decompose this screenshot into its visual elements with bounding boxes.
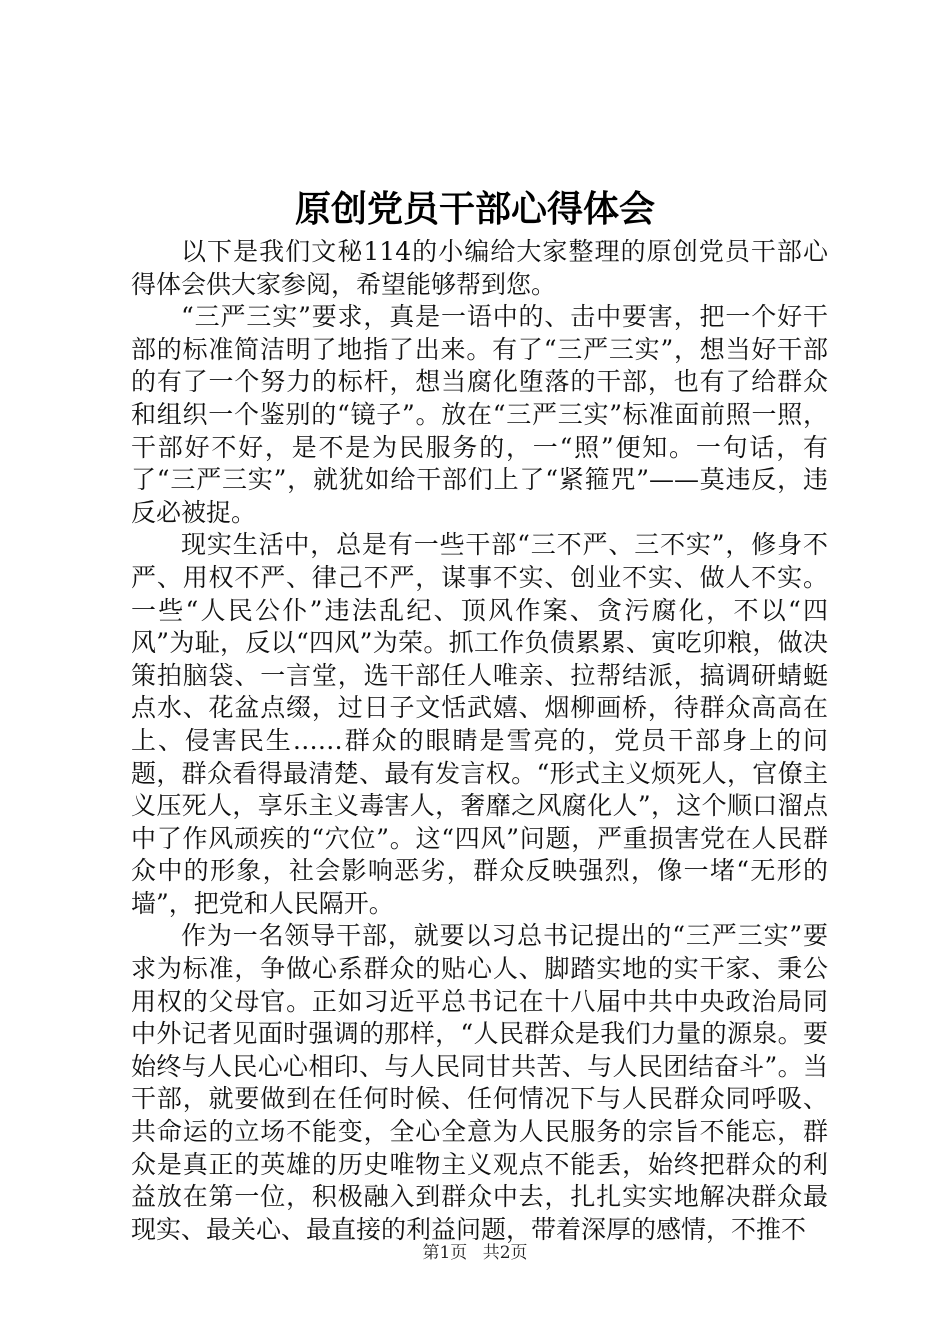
document-title: 原创党员干部心得体会 <box>294 188 655 230</box>
page-number-current: 第1页 <box>422 1243 468 1263</box>
paragraph-sanyan-sanshi: “三严三实”要求，真是一语中的、击中要害，把一个好干部的标准简洁明了地指了出来。有了“三严三实”，想当好干部的有了一个努力的标杆，想当腐化堕落的干部，也有了给群众和组织一个鉴别的“镜子”。放在“三严三实”标准面前照一照，干部好不好，是不是为民服务的，一“照”便知。一句话，有了“三严三实”，就犹如给干部们上了“紧箍咒”——莫违反，违反必被捉。 <box>131 302 828 527</box>
paragraph-leadership: 作为一名领导干部，就要以习总书记提出的“三严三实”要求为标准，争做心系群众的贴心人、脚踏实地的实干家、秉公用权的父母官。正如习近平总书记在十八届中共中央政治局同中外记者见面时强调的那样，“人民群众是我们力量的源泉。要始终与人民心心相印、与人民同甘共苦、与人民团结奋斗”。当干部，就要做到在任何时候、任何情况下与人民群众同呼吸、共命运的立场不能变，全心全意为人民服务的宗旨不能忘，群众是真正的英雄的历史唯物主义观点不能丢，始终把群众的利益放在第一位，积极融入到群众中去，扎扎实实地解决群众最现实、最关心、最直接的利益问题，带着深厚的感情，不推不 <box>131 921 828 1244</box>
page-footer <box>0 1242 950 1264</box>
page-number-total: 共2页 <box>482 1243 528 1263</box>
paragraph-reality: 现实生活中，总是有一些干部“三不严、三不实”，修身不严、用权不严、律己不严，谋事不实、创业不实、做人不实。一些“人民公仆”违法乱纪、顶风作案、贪污腐化，不以“四风”为耻，反以“四风”为荣。抓工作负债累累、寅吃卯粮，做决策拍脑袋、一言堂，选干部任人唯亲、拉帮结派，搞调研蜻蜓点水、花盆点缀，过日子文恬武嬉、烟柳画桥，待群众高高在上、侵害民生……群众的眼睛是雪亮的，党员干部身上的问题，群众看得最清楚、最有发言权。“形式主义烦死人，官僚主义压死人，享乐主义毒害人，奢靡之风腐化人”，这个顺口溜点中了作风顽疾的“穴位”。这“四风”问题，严重损害党在人民群众中的形象，社会影响恶劣，群众反映强烈，像一堵“无形的墙”，把党和人民隔开。 <box>131 530 828 918</box>
paragraph-intro: 以下是我们文秘114的小编给大家整理的原创党员干部心得体会供大家参阅，希望能够帮到您。 <box>131 237 828 299</box>
document-body <box>131 236 828 1246</box>
